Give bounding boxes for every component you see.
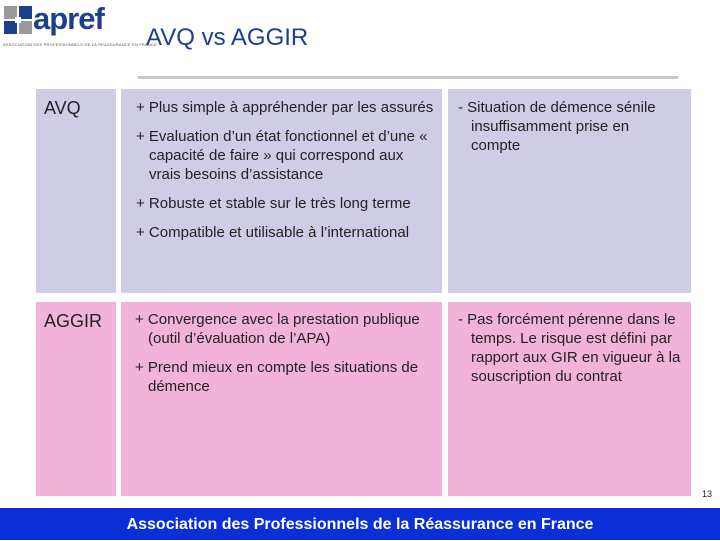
logo-mark-icon [3, 5, 33, 35]
aggir-pro-item: + Convergence avec la prestation publique (outil d’évaluation de l’APA) [135, 311, 420, 347]
aggir-pros-cell [121, 302, 442, 496]
footer-banner [0, 508, 720, 540]
row-label-text: AVQ [44, 98, 81, 118]
row-label-avq [36, 89, 116, 293]
apref-logo [3, 1, 158, 49]
avq-pros-cell [121, 89, 442, 293]
aggir-cons-cell [448, 302, 691, 496]
avq-pro-item: + Compatible et utilisable à l’international [136, 224, 410, 241]
logo-text: apref [33, 1, 104, 36]
avq-cons-cell [448, 89, 691, 293]
aggir-pro-item: + Prend mieux en compte les situations de démence [135, 359, 419, 395]
avq-con-item: - Situation de démence sénile insuffisamment prise en compte [458, 99, 656, 154]
page-number: 13 [701, 489, 712, 499]
footer-text: Association des Professionnels de la Réassurance en France [126, 516, 594, 533]
aggir-con-item: - Pas forcément pérenne dans le temps. Le risque est défini par rapport aux GIR en vigueur à la souscription du contrat [458, 311, 681, 385]
avq-pro-item: + Robuste et stable sur le très long terme [136, 195, 411, 212]
row-label-aggir [36, 302, 116, 496]
page-title: AVQ vs AGGIR [146, 24, 309, 51]
avq-pro-item: + Evaluation d’un état fonctionnel et d’une « capacité de faire » qui correspond aux vrais besoins d’assistance [136, 128, 428, 183]
title-underline [138, 76, 678, 79]
avq-pro-item: + Plus simple à appréhender par les assurés [136, 99, 434, 116]
logo-tagline: ASSOCIATION DES PROFESSIONNELS DE LA RÉASSURANCE EN FRANCE [3, 42, 158, 47]
row-label-text: AGGIR [44, 311, 103, 331]
